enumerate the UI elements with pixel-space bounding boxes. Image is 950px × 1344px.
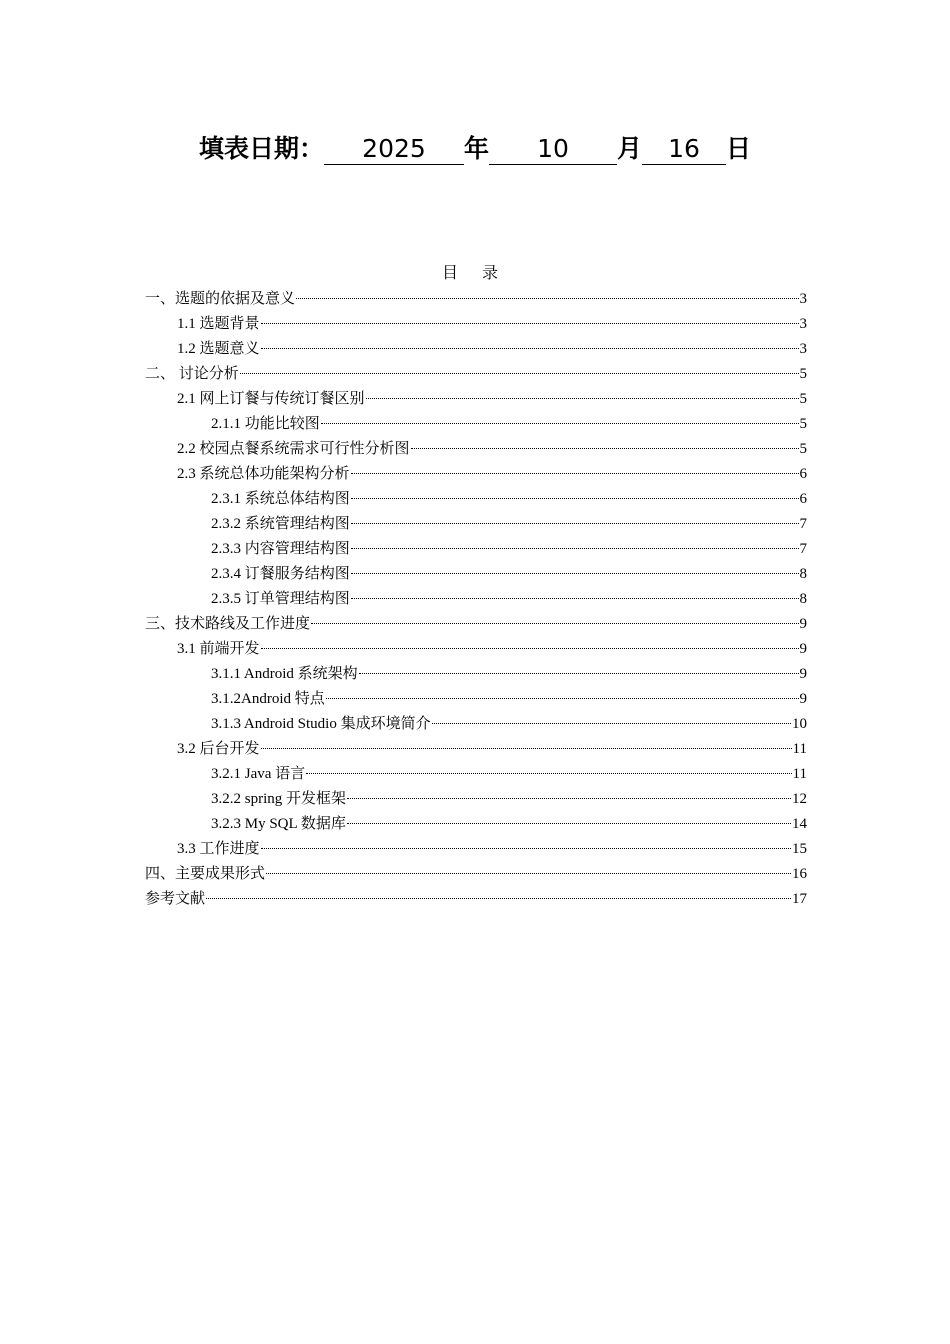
toc-entry-page: 6 (799, 491, 807, 507)
toc-entry-page: 3 (799, 341, 807, 357)
fill-month-value: 10 (489, 134, 617, 165)
toc-dot-leader (351, 572, 799, 574)
toc-entry-page: 8 (799, 566, 807, 582)
toc-entry-label: 3.2.1 Java 语言 (211, 766, 306, 782)
toc-dot-leader (321, 422, 799, 424)
toc-entry-page: 5 (799, 391, 807, 407)
toc-entry-page: 5 (799, 416, 807, 432)
toc-entry[interactable] (145, 462, 807, 487)
year-unit: 年 (463, 134, 489, 163)
toc-dot-leader (261, 347, 799, 349)
toc-entry-label: 3.1.3 Android Studio 集成环境简介 (211, 716, 431, 732)
toc-dot-leader (359, 672, 799, 674)
toc-entry[interactable] (145, 412, 807, 437)
toc-dot-leader (261, 647, 799, 649)
toc-entry-label: 3.1.2Android 特点 (211, 691, 325, 707)
toc-dot-leader (347, 822, 791, 824)
toc-entry-label: 一、选题的依据及意义 (145, 291, 296, 307)
toc-entry-label: 2.3.5 订单管理结构图 (211, 591, 350, 607)
toc-entry[interactable] (145, 662, 807, 687)
toc-dot-leader (347, 797, 791, 799)
toc-entry[interactable] (145, 437, 807, 462)
toc-entry[interactable] (145, 837, 807, 862)
toc-entry-label: 2.3 系统总体功能架构分析 (177, 466, 350, 482)
toc-dot-leader (306, 772, 791, 774)
toc-entry-label: 2.3.3 内容管理结构图 (211, 541, 350, 557)
toc-entry-label: 2.1 网上订餐与传统订餐区别 (177, 391, 365, 407)
fill-day-value: 16 (642, 134, 726, 165)
toc-entry-label: 2.1.1 功能比较图 (211, 416, 320, 432)
toc-entry-page: 15 (792, 841, 807, 857)
toc-entry-page: 11 (792, 766, 807, 782)
toc-dot-leader (351, 472, 799, 474)
table-of-contents (145, 287, 807, 912)
toc-entry[interactable] (145, 712, 807, 737)
toc-dot-leader (261, 747, 792, 749)
toc-entry-page: 16 (792, 866, 807, 882)
toc-entry[interactable] (145, 312, 807, 337)
toc-dot-leader (351, 497, 799, 499)
toc-entry[interactable] (145, 562, 807, 587)
toc-dot-leader (240, 372, 799, 374)
toc-entry-label: 四、主要成果形式 (145, 866, 266, 882)
toc-entry-label: 3.1 前端开发 (177, 641, 260, 657)
toc-entry-page: 3 (799, 291, 807, 307)
fill-year-value: 2025 (324, 134, 464, 165)
toc-entry-label: 3.1.1 Android 系统架构 (211, 666, 358, 682)
toc-entry[interactable] (145, 787, 807, 812)
toc-dot-leader (411, 447, 799, 449)
toc-dot-leader (366, 397, 799, 399)
toc-entry-page: 3 (799, 316, 807, 332)
toc-entry-label: 2.3.1 系统总体结构图 (211, 491, 350, 507)
toc-entry-label: 参考文献 (145, 891, 206, 907)
toc-entry[interactable] (145, 362, 807, 387)
toc-entry[interactable] (145, 487, 807, 512)
toc-dot-leader (296, 297, 798, 299)
toc-dot-leader (432, 722, 791, 724)
fill-date-line (0, 128, 950, 170)
toc-entry-label: 3.3 工作进度 (177, 841, 260, 857)
toc-entry[interactable] (145, 587, 807, 612)
toc-entry-label: 3.2.3 My SQL 数据库 (211, 816, 346, 832)
toc-entry-label: 2.3.4 订餐服务结构图 (211, 566, 350, 582)
toc-entry-page: 7 (799, 516, 807, 532)
toc-entry-label: 2.3.2 系统管理结构图 (211, 516, 350, 532)
day-unit: 日 (726, 134, 752, 163)
toc-entry[interactable] (145, 687, 807, 712)
toc-entry[interactable] (145, 862, 807, 887)
toc-dot-leader (311, 622, 798, 624)
toc-entry-page: 9 (799, 616, 807, 632)
toc-entry[interactable] (145, 812, 807, 837)
toc-dot-leader (351, 547, 799, 549)
toc-entry-page: 9 (799, 691, 807, 707)
toc-dot-leader (206, 897, 791, 899)
toc-dot-leader (266, 872, 791, 874)
toc-entry-page: 17 (792, 891, 807, 907)
toc-entry-page: 11 (792, 741, 807, 757)
toc-entry[interactable] (145, 387, 807, 412)
toc-entry[interactable] (145, 337, 807, 362)
toc-dot-leader (326, 697, 799, 699)
toc-entry-label: 3.2.2 spring 开发框架 (211, 791, 347, 807)
toc-entry-page: 14 (792, 816, 807, 832)
toc-entry-label: 三、技术路线及工作进度 (145, 616, 311, 632)
toc-entry[interactable] (145, 637, 807, 662)
toc-entry-page: 9 (799, 666, 807, 682)
toc-dot-leader (261, 322, 799, 324)
toc-entry-page: 5 (799, 366, 807, 382)
toc-entry[interactable] (145, 512, 807, 537)
toc-entry-label: 3.2 后台开发 (177, 741, 260, 757)
toc-entry-label: 1.1 选题背景 (177, 316, 260, 332)
toc-entry-page: 7 (799, 541, 807, 557)
toc-entry[interactable] (145, 287, 807, 312)
toc-entry[interactable] (145, 737, 807, 762)
toc-dot-leader (351, 522, 799, 524)
toc-entry-label: 二、 讨论分析 (145, 366, 239, 382)
toc-entry[interactable] (145, 612, 807, 637)
toc-dot-leader (351, 597, 799, 599)
toc-entry-page: 8 (799, 591, 807, 607)
toc-entry-label: 1.2 选题意义 (177, 341, 260, 357)
toc-title: 目 录 (441, 265, 508, 282)
toc-dot-leader (261, 847, 791, 849)
toc-entry-page: 9 (799, 641, 807, 657)
toc-entry[interactable] (145, 762, 807, 787)
toc-entry[interactable] (145, 887, 807, 912)
toc-entry[interactable] (145, 537, 807, 562)
toc-entry-page: 10 (792, 716, 807, 732)
month-unit: 月 (617, 134, 643, 163)
toc-entry-page: 6 (799, 466, 807, 482)
fill-date-label: 填表日期： (198, 134, 324, 163)
toc-entry-label: 2.2 校园点餐系统需求可行性分析图 (177, 441, 410, 457)
toc-entry-page: 5 (799, 441, 807, 457)
toc-entry-page: 12 (792, 791, 807, 807)
